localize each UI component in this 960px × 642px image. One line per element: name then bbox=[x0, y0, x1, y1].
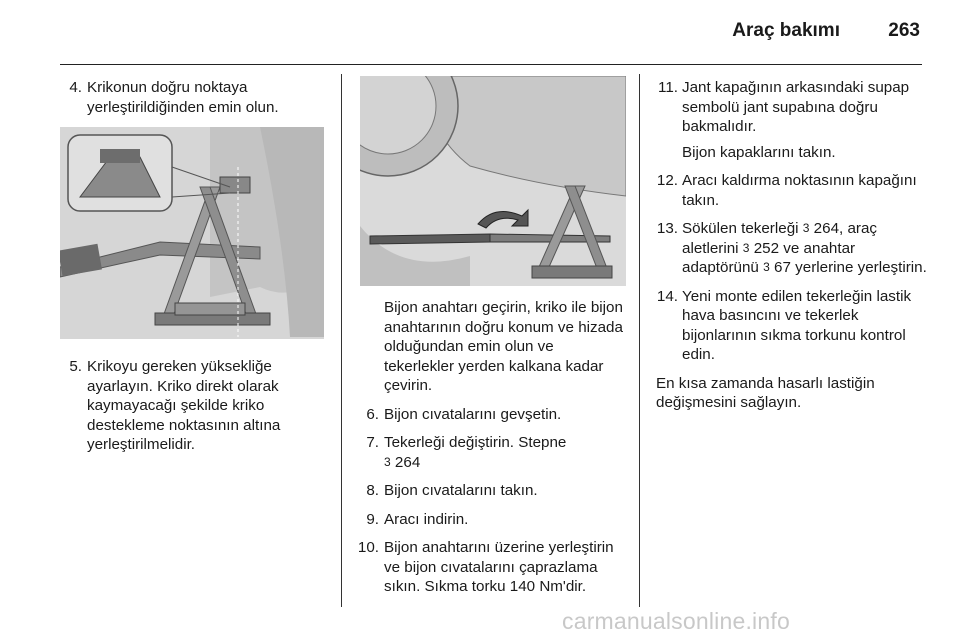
step-number: 11. bbox=[658, 79, 678, 96]
step-text: Krikonun doğru noktaya yerleştirildiğinden emin olun. bbox=[87, 79, 279, 116]
step-text: Bijon anahtarını üzerine yerleştirin ve bijon cıvatalarını çaprazlama sıkın. Sıkma torku 140 Nm'dir. bbox=[384, 539, 614, 595]
step-13 bbox=[654, 219, 930, 278]
step-number: 13. bbox=[656, 220, 678, 237]
step-12 bbox=[654, 171, 930, 210]
page-header bbox=[60, 0, 922, 65]
step-10 bbox=[356, 538, 626, 597]
column-divider-1 bbox=[341, 74, 342, 607]
step-number: 12. bbox=[656, 172, 678, 189]
column-divider-2 bbox=[639, 74, 640, 607]
page-ref-icon: 3 bbox=[763, 260, 770, 274]
step-text-part: Tekerleği değiştirin. Stepne bbox=[384, 434, 567, 451]
step-text bbox=[384, 433, 626, 472]
watermark: carmanualsonline.info bbox=[562, 608, 790, 634]
step-number: 7. bbox=[366, 434, 379, 451]
page-ref-icon: 3 bbox=[384, 454, 391, 469]
step-text: Krikoyu gereken yüksekliğe ayarlayın. Kriko direkt olarak kaymayacağı şekilde kriko destekleme noktasının altına yerleştirilmelidir. bbox=[87, 358, 281, 453]
page-ref-link[interactable]: 252 bbox=[753, 239, 780, 257]
step-11-subtext: Bijon kapaklarını takın. bbox=[682, 143, 836, 161]
page-ref-link[interactable]: 67 bbox=[774, 259, 791, 276]
step-text: Bijon cıvatalarını gevşetin. bbox=[384, 405, 562, 423]
step-text: Bijon cıvatalarını takın. bbox=[384, 482, 538, 499]
step-text-part: Sökülen tekerleği bbox=[682, 220, 799, 237]
page-ref-link[interactable]: 264 bbox=[394, 453, 421, 471]
wrench-on-jack-illustration bbox=[360, 76, 626, 286]
step-text-part: ve anahtar adaptörünü bbox=[682, 239, 856, 276]
section-title: Araç bakımı bbox=[732, 20, 840, 41]
step-text: Aracı indirin. bbox=[384, 510, 469, 528]
column-right bbox=[654, 78, 930, 413]
wrench-jack-figure bbox=[360, 76, 626, 286]
step-text: Jant kapağının arkasındaki supap sembolü jant supabına doğru bakmalıdır. bbox=[682, 79, 910, 135]
step-4 bbox=[60, 78, 326, 117]
step-number: 5. bbox=[69, 358, 82, 375]
step-text-part: yerlerine yerleştirin. bbox=[795, 259, 927, 276]
step-number: 14. bbox=[656, 287, 678, 305]
step-number: 8. bbox=[366, 482, 379, 499]
page-ref-link[interactable]: 264 bbox=[813, 220, 840, 237]
intro-paragraph: Bijon anahtarı geçirin, kriko ile bijon anahtarının doğru konum ve hizada olduğundan emin olun ve tekerlekler yerden kalkana kadar çevirin. bbox=[384, 299, 623, 394]
page-ref-icon: 3 bbox=[802, 221, 810, 235]
scissor-jack-illustration bbox=[60, 127, 324, 339]
page-ref-icon: 3 bbox=[742, 240, 750, 255]
step-9 bbox=[356, 510, 626, 530]
closing-paragraph: En kısa zamanda hasarlı lastiğin değişmesini sağlayın. bbox=[656, 374, 875, 411]
step-text: Aracı kaldırma noktasının kapağını takın. bbox=[682, 172, 917, 209]
column-left bbox=[60, 78, 326, 464]
step-text bbox=[682, 219, 930, 278]
step-7 bbox=[356, 433, 626, 472]
step-text: Yeni monte edilen tekerleğin lastik hava basıncını ve tekerlek bijonlarının sıkma torkunu kontrol edin. bbox=[682, 287, 912, 363]
column-middle bbox=[356, 76, 626, 606]
step-number: 6. bbox=[366, 405, 379, 423]
step-6 bbox=[356, 405, 626, 425]
step-number: 10. bbox=[357, 539, 379, 556]
step-5 bbox=[60, 357, 326, 455]
step-number: 4. bbox=[69, 79, 82, 96]
step-11 bbox=[654, 78, 930, 137]
step-number: 9. bbox=[366, 510, 379, 528]
page-number: 263 bbox=[888, 20, 920, 41]
step-8 bbox=[356, 481, 626, 501]
step-14 bbox=[654, 287, 930, 365]
step-text-part: , araç aletlerini bbox=[682, 220, 877, 257]
jack-placement-figure bbox=[60, 127, 324, 339]
